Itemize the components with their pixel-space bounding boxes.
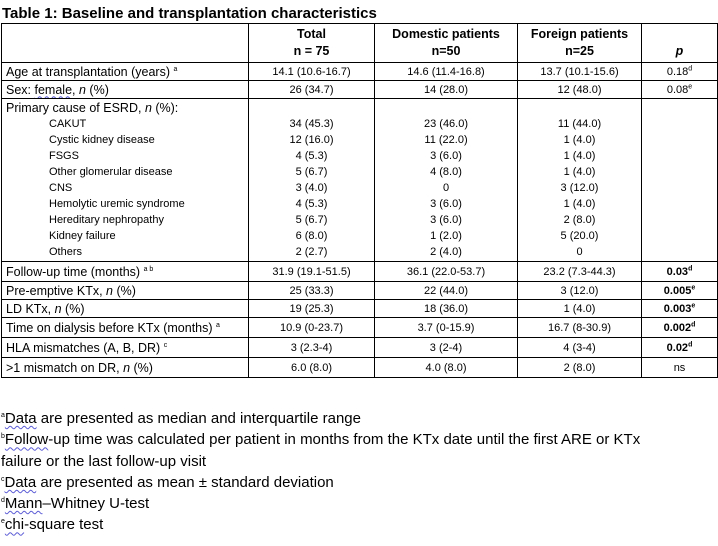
cell-domestic: 36.1 (22.0-53.7) <box>375 262 518 282</box>
footnote-lead: Data <box>4 473 37 491</box>
cell-foreign: 3 (12.0) <box>518 282 642 300</box>
cell-domestic: 3.7 (0-15.9) <box>375 318 518 338</box>
cell-total: 19 (25.3) <box>249 300 375 318</box>
cell-total: 10.9 (0-23.7) <box>249 318 375 338</box>
cell-p: 0.003e <box>642 300 718 318</box>
header-foreign: Foreign patients n=25 <box>518 24 642 63</box>
cell-p: 0.18$^d$ <box>642 63 718 81</box>
footnote-marker: e <box>1 518 5 526</box>
cell-p: 0.002$^d$ <box>642 318 718 338</box>
row-sex <box>2 81 718 99</box>
row-label: >1 mismatch on DR, n (%) <box>2 358 249 378</box>
cause-item-foreign: 0 <box>576 246 583 258</box>
table-title: Table 1: Baseline and transplantation characteristics <box>2 5 377 22</box>
footnote-lead: Mann <box>4 495 43 513</box>
cell-domestic: 3 (2-4) <box>375 338 518 358</box>
cell-total: 3 (2.3-4) <box>249 338 375 358</box>
row-ld-ktx <box>2 300 718 318</box>
cause-title: Primary cause of ESRD, n (%): <box>6 101 179 115</box>
cause-item-foreign: 5 (20.0) <box>560 230 599 242</box>
cause-item-domestic: 4 (8.0) <box>430 166 462 178</box>
header-p: p <box>642 24 718 63</box>
cause-item-foreign: 1 (4.0) <box>563 198 596 210</box>
footnote-text: are presented as mean ± standard deviation <box>36 473 334 491</box>
footnote-marker: d <box>1 497 5 505</box>
header-domestic: Domestic patients n=50 <box>375 24 518 63</box>
cause-item-domestic: 11 (22.0) <box>424 134 468 146</box>
cause-item-domestic: 1 (2.0) <box>430 230 462 242</box>
row-label: LD KTx, n (%) <box>2 300 249 318</box>
cause-foreign-col <box>518 99 642 262</box>
cause-p-col <box>642 99 718 262</box>
cell-foreign: 1 (4.0) <box>518 300 642 318</box>
cause-item-foreign: 11 (44.0) <box>557 118 602 130</box>
row-label: Pre-emptive KTx, n (%) <box>2 282 249 300</box>
cause-item-domestic: 2 (4.0) <box>430 246 462 258</box>
footnotes <box>1 408 717 536</box>
header-row <box>2 24 718 63</box>
header-total: Total n = 75 <box>249 24 375 63</box>
cell-foreign: 23.2 (7.3-44.3) <box>518 262 642 282</box>
footnote-lead: Follow <box>4 431 49 449</box>
cause-item-total: 5 (6.7) <box>295 214 328 226</box>
footnote-text: -up time was calculated per patient in months from the KTx date until the first ARE or KTx <box>48 431 641 449</box>
cause-item-label: Cystic kidney disease <box>49 134 155 146</box>
cell-domestic: 18 (36.0) <box>375 300 518 318</box>
cause-item-total: 6 (8.0) <box>295 230 328 242</box>
cause-item-label: CNS <box>49 182 73 194</box>
cause-item-label: Others <box>49 246 83 258</box>
cell-foreign: 12 (48.0) <box>518 81 642 99</box>
cause-domestic-col <box>375 99 518 262</box>
cause-item-total: 2 (2.7) <box>295 246 328 258</box>
footnote-marker: c <box>1 475 5 483</box>
cell-p: ns <box>642 358 718 378</box>
row-preemptive <box>2 282 718 300</box>
footnote-marker: a <box>1 412 5 419</box>
footnote-marker: b <box>1 433 5 441</box>
cell-foreign: 13.7 (10.1-15.6) <box>518 63 642 81</box>
cause-item-total: 5 (6.7) <box>295 166 328 178</box>
footnote-text: are presented as median and interquartile range <box>36 410 361 427</box>
cell-total: 6.0 (8.0) <box>249 358 375 378</box>
row-hla <box>2 338 718 358</box>
row-label: Time on dialysis before KTx (months) $^a$ <box>2 318 249 338</box>
cell-p: 0.03$^d$ <box>642 262 718 282</box>
cause-item-total: 4 (5.3) <box>295 198 328 210</box>
cause-item-total: 12 (16.0) <box>289 134 334 146</box>
footnote-lead: Data <box>4 410 37 427</box>
cause-item-domestic: 0 <box>442 182 450 194</box>
row-followup <box>2 262 718 282</box>
cause-item-foreign: 1 (4.0) <box>563 150 596 162</box>
footnote <box>1 429 717 450</box>
footnote-lead: chi <box>4 516 25 534</box>
cell-total: 14.1 (10.6-16.7) <box>249 63 375 81</box>
row-label: HLA mismatches (A, B, DR) $^c$ <box>2 338 249 358</box>
row-label: Follow-up time (months) $^{a b}$ <box>2 262 249 282</box>
cause-total-col <box>249 99 375 262</box>
row-label: Age at transplantation (years) $^a$ <box>2 63 249 81</box>
cell-p: 0.005e <box>642 282 718 300</box>
cause-item-label: Hemolytic uremic syndrome <box>49 198 185 210</box>
cause-item-label: Other glomerular disease <box>49 166 173 178</box>
cell-total: 26 (34.7) <box>249 81 375 99</box>
row-dialysis <box>2 318 718 338</box>
cell-total: 25 (33.3) <box>249 282 375 300</box>
cause-item-label: FSGS <box>49 150 79 162</box>
row-dr-mismatch <box>2 358 718 378</box>
footnote <box>1 408 717 429</box>
footnote-text: –Whitney U-test <box>42 495 150 513</box>
cause-item-foreign: 3 (12.0) <box>560 182 599 194</box>
row-age <box>2 63 718 81</box>
cell-domestic: 4.0 (8.0) <box>375 358 518 378</box>
cell-domestic: 14.6 (11.4-16.8) <box>375 63 518 81</box>
cause-item-label: Hereditary nephropathy <box>49 214 164 226</box>
cause-item-domestic: 3 (6.0) <box>430 150 462 162</box>
cell-total: 31.9 (19.1-51.5) <box>249 262 375 282</box>
header-blank <box>2 24 249 63</box>
footnote-text: failure or the last follow-up visit <box>1 452 207 470</box>
cause-labels <box>2 99 249 262</box>
cause-item-total: 4 (5.3) <box>295 150 328 162</box>
cell-domestic: 22 (44.0) <box>375 282 518 300</box>
cause-item-domestic: 3 (6.0) <box>430 214 462 226</box>
footnote <box>1 493 717 514</box>
row-primary-cause <box>2 99 718 262</box>
cause-item-foreign: 2 (8.0) <box>563 214 596 226</box>
row-label: Sex: female, n (%) <box>2 81 249 99</box>
footnote-text: -square test <box>24 516 104 534</box>
cell-p: 0.02$^d$ <box>642 338 718 358</box>
characteristics-table <box>1 23 718 378</box>
cause-item-total: 3 (4.0) <box>295 182 328 194</box>
cell-foreign: 4 (3-4) <box>518 338 642 358</box>
cause-item-label: Kidney failure <box>49 230 116 242</box>
footnote <box>1 472 717 493</box>
cause-item-foreign: 1 (4.0) <box>563 134 596 146</box>
cause-item-domestic: 23 (46.0) <box>423 118 469 130</box>
footnote <box>1 514 717 535</box>
cause-item-total: 34 (45.3) <box>289 118 334 130</box>
cause-item-label: CAKUT <box>49 118 87 130</box>
cell-domestic: 14 (28.0) <box>375 81 518 99</box>
cell-p: 0.08e <box>642 81 718 99</box>
cause-item-foreign: 1 (4.0) <box>563 166 596 178</box>
cell-foreign: 16.7 (8-30.9) <box>518 318 642 338</box>
footnote <box>1 451 717 472</box>
cell-foreign: 2 (8.0) <box>518 358 642 378</box>
cause-item-domestic: 3 (6.0) <box>430 198 462 210</box>
